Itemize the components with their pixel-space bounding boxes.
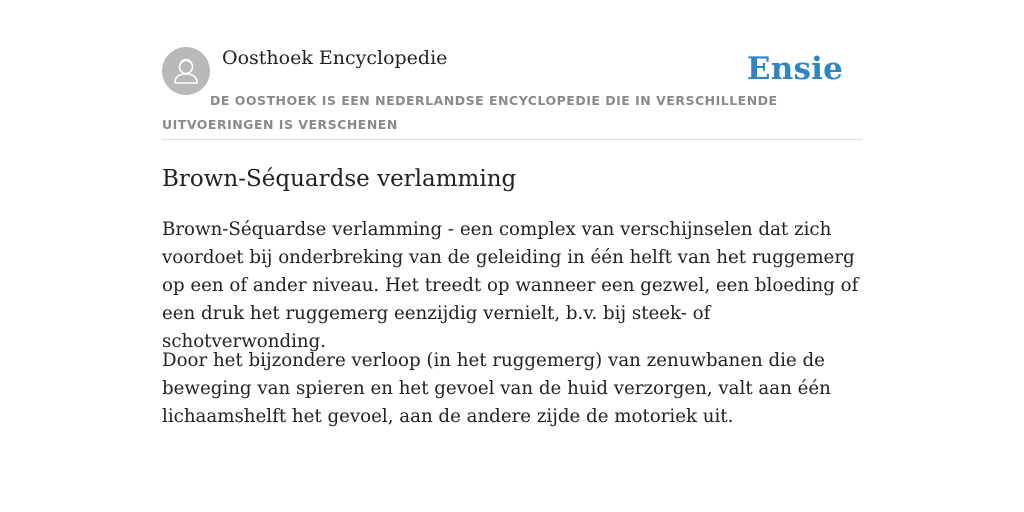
article-title: Brown-Séquardse verlamming (162, 166, 517, 192)
header (162, 0, 862, 140)
source-name[interactable]: Oosthoek Encyclopedie (222, 47, 448, 69)
article-paragraph-1: Brown-Séquardse verlamming - een complex van verschijnselen dat zich voordoet bij onderbreking van de geleiding in één helft van het ruggemerg op een of ander niveau. Het treedt op wanneer een gezwel, een bloeding of een druk het ruggemerg eenzijdig vernielt, b.v. bij steek- of schotverwonding. (162, 219, 859, 352)
article-paragraph-2: Door het bijzondere verloop (in het ruggemerg) van zenuwbanen die de beweging van spieren en het gevoel van de huid verzorgen, valt aan één lichaamshelft het gevoel, aan de andere zijde de motoriek uit. (162, 350, 831, 427)
avatar[interactable] (162, 47, 210, 95)
brand-logo[interactable]: Ensie (746, 51, 843, 87)
source-tagline: DE OOSTHOEK IS EEN NEDERLANDSE ENCYCLOPEDIE DIE IN VERSCHILLENDE UITVOERINGEN IS VERSCHENEN (162, 93, 778, 132)
page (162, 0, 862, 427)
user-icon (162, 47, 210, 95)
